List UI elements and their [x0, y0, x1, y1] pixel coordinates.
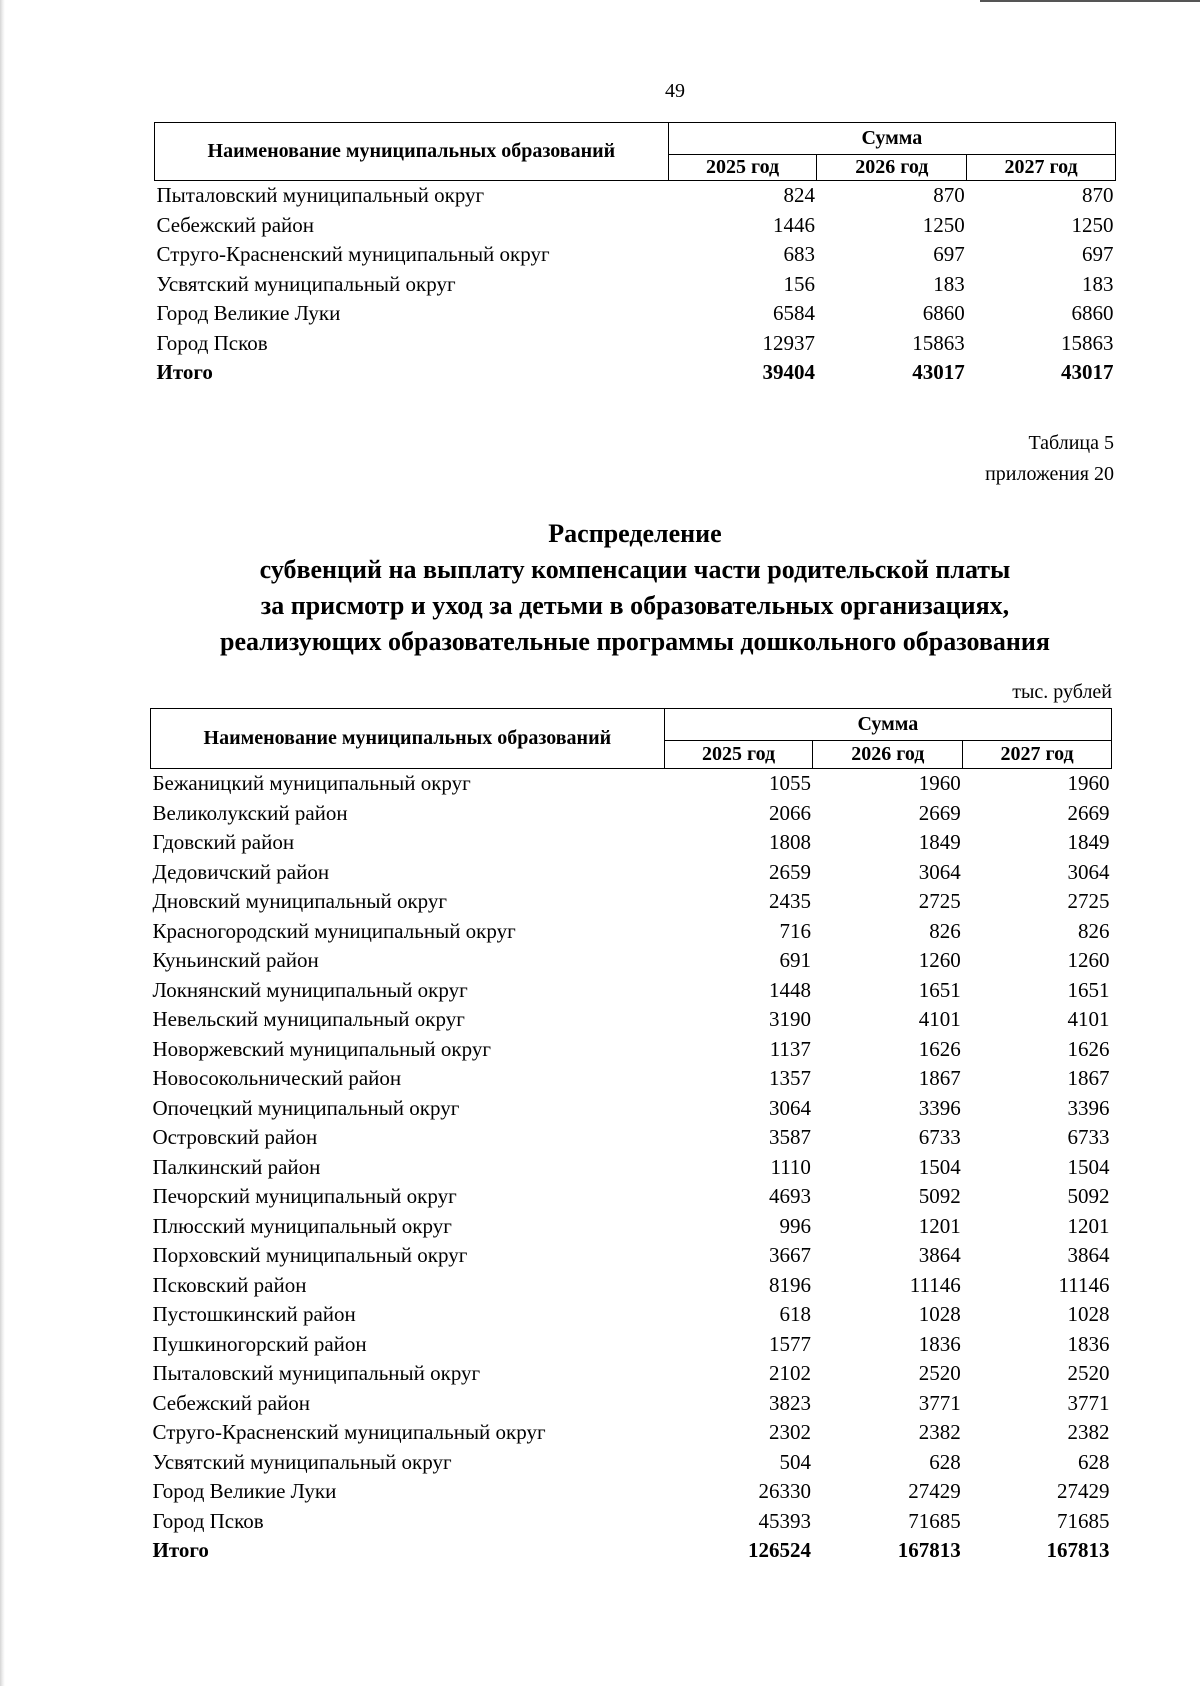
- value-2027: 1836: [1067, 1331, 1110, 1356]
- value-2026: 1849: [918, 830, 961, 855]
- table-row: [151, 1271, 1112, 1301]
- value-2026: 628: [929, 1449, 961, 1474]
- value-2026: 2669: [918, 800, 961, 825]
- value-2026: 71685: [908, 1508, 961, 1533]
- column-header-sum: Сумма: [668, 123, 1115, 155]
- municipality-name: Пушкиногорский район: [152, 1331, 367, 1356]
- total-row: [155, 358, 1116, 388]
- value-2026: 6733: [918, 1125, 961, 1150]
- value-2027: 5092: [1067, 1184, 1110, 1209]
- table-row: [151, 917, 1112, 947]
- column-header-2025: 2025 год: [664, 741, 813, 769]
- total-2025: 126524: [747, 1538, 811, 1563]
- total-2027: 167813: [1046, 1538, 1110, 1563]
- value-2025: 3667: [768, 1243, 811, 1268]
- value-2027: 1626: [1067, 1036, 1110, 1061]
- value-2026: 3396: [918, 1095, 961, 1120]
- value-2026: 1260: [918, 948, 961, 973]
- value-2025: 824: [783, 183, 815, 208]
- value-2025: 618: [779, 1302, 811, 1327]
- column-header-2026: 2026 год: [817, 155, 967, 181]
- total-row: [151, 1536, 1112, 1566]
- value-2026: 1201: [918, 1213, 961, 1238]
- value-2027: 2725: [1067, 889, 1110, 914]
- value-2025: 683: [783, 242, 815, 267]
- municipality-name: Островский район: [152, 1125, 318, 1150]
- value-2027: 3864: [1067, 1243, 1110, 1268]
- municipality-name: Печорский муниципальный округ: [152, 1184, 457, 1209]
- value-2027: 1260: [1067, 948, 1110, 973]
- table-row: [155, 211, 1116, 241]
- municipality-name: Пустошкинский район: [152, 1302, 356, 1327]
- municipality-name: Город Псков: [152, 1508, 264, 1533]
- value-2025: 3823: [768, 1390, 811, 1415]
- table-row: [151, 976, 1112, 1006]
- value-2027: 4101: [1067, 1007, 1110, 1032]
- value-2026: 1867: [918, 1066, 961, 1091]
- value-2025: 2435: [768, 889, 811, 914]
- title-line: за присмотр и уход за детьми в образовательных организациях,: [260, 591, 1010, 620]
- total-label: Итого: [156, 360, 213, 385]
- municipality-name: Усвятский муниципальный округ: [152, 1449, 452, 1474]
- column-header-sum: Сумма: [664, 709, 1111, 741]
- document-title: [160, 516, 1110, 660]
- table-row: [151, 1389, 1112, 1419]
- table-row: [151, 1418, 1112, 1448]
- column-header-name: Наименование муниципальных образований: [151, 709, 665, 769]
- table-row: [155, 270, 1116, 300]
- table-caption: Таблица 5: [1028, 432, 1114, 454]
- value-2026: 183: [933, 271, 965, 296]
- value-2026: 2520: [918, 1361, 961, 1386]
- total-2025: 39404: [762, 360, 815, 385]
- table-row: [151, 1477, 1112, 1507]
- value-2027: 2382: [1067, 1420, 1110, 1445]
- municipality-name: Струго-Красненский муниципальный округ: [152, 1420, 546, 1445]
- table-row: [151, 858, 1112, 888]
- municipality-name: Дновский муниципальный округ: [152, 889, 448, 914]
- value-2027: 1201: [1067, 1213, 1110, 1238]
- table-row: [151, 1330, 1112, 1360]
- value-2025: 4693: [768, 1184, 811, 1209]
- value-2025: 8196: [768, 1272, 811, 1297]
- table-row: [151, 769, 1112, 799]
- value-2025: 504: [779, 1449, 811, 1474]
- value-2025: 1137: [769, 1036, 811, 1061]
- value-2027: 6733: [1067, 1125, 1110, 1150]
- column-header-2025: 2025 год: [668, 155, 817, 181]
- municipality-name: Великолукский район: [152, 800, 348, 825]
- table-row: [151, 799, 1112, 829]
- table-row: [151, 1300, 1112, 1330]
- value-2026: 6860: [922, 301, 965, 326]
- value-2026: 4101: [918, 1007, 961, 1032]
- table-body: [155, 181, 1116, 388]
- value-2027: 870: [1082, 183, 1114, 208]
- value-2026: 1836: [918, 1331, 961, 1356]
- value-2027: 11146: [1058, 1272, 1110, 1297]
- table-row: [151, 1153, 1112, 1183]
- municipality-name: Порховский муниципальный округ: [152, 1243, 468, 1268]
- value-2025: 2302: [768, 1420, 811, 1445]
- total-2026: 167813: [897, 1538, 961, 1563]
- municipality-name: Струго-Красненский муниципальный округ: [156, 242, 550, 267]
- table-row: [151, 828, 1112, 858]
- municipality-name: Опочецкий муниципальный округ: [152, 1095, 460, 1120]
- value-2027: 27429: [1057, 1479, 1110, 1504]
- table-row: [151, 1035, 1112, 1065]
- value-2027: 71685: [1057, 1508, 1110, 1533]
- title-line: субвенций на выплату компенсации части родительской платы: [259, 555, 1011, 584]
- value-2025: 1055: [768, 771, 811, 796]
- units-label: тыс. рублей: [1012, 681, 1112, 703]
- total-label: Итого: [152, 1538, 209, 1563]
- municipality-name: Город Великие Луки: [156, 301, 341, 326]
- value-2027: 3396: [1067, 1095, 1110, 1120]
- value-2026: 826: [929, 918, 961, 943]
- value-2026: 2725: [918, 889, 961, 914]
- column-header-2026: 2026 год: [813, 741, 963, 769]
- table-row: [155, 329, 1116, 359]
- value-2026: 27429: [908, 1479, 961, 1504]
- municipality-name: Локнянский муниципальный округ: [152, 977, 468, 1002]
- table-row: [155, 299, 1116, 329]
- table-row: [151, 1094, 1112, 1124]
- title-line: реализующих образовательные программы дошкольного образования: [220, 627, 1050, 656]
- value-2026: 1960: [918, 771, 961, 796]
- municipality-name: Псковский район: [152, 1272, 307, 1297]
- value-2027: 1867: [1067, 1066, 1110, 1091]
- value-2027: 6860: [1071, 301, 1114, 326]
- value-2026: 870: [933, 183, 965, 208]
- table-row: [151, 1507, 1112, 1537]
- value-2027: 1651: [1067, 977, 1110, 1002]
- value-2025: 6584: [772, 301, 815, 326]
- value-2025: 1808: [768, 830, 811, 855]
- value-2025: 1577: [768, 1331, 811, 1356]
- table-row: [151, 1123, 1112, 1153]
- column-header-2027: 2027 год: [963, 741, 1112, 769]
- municipality-name: Невельский муниципальный округ: [152, 1007, 465, 1032]
- municipality-name: Себежский район: [152, 1390, 310, 1415]
- municipality-name: Себежский район: [156, 212, 314, 237]
- value-2026: 697: [933, 242, 965, 267]
- value-2027: 3064: [1067, 859, 1110, 884]
- municipality-name: Усвятский муниципальный округ: [156, 271, 456, 296]
- municipality-name: Дедовичский район: [152, 859, 330, 884]
- table-distribution: [150, 708, 1112, 1566]
- municipality-name: Пыталовский муниципальный округ: [156, 183, 485, 208]
- value-2025: 2659: [768, 859, 811, 884]
- value-2026: 1504: [918, 1154, 961, 1179]
- value-2026: 3064: [918, 859, 961, 884]
- value-2025: 1446: [772, 212, 815, 237]
- value-2025: 12937: [762, 330, 815, 355]
- value-2027: 1504: [1067, 1154, 1110, 1179]
- appendix-caption: приложения 20: [985, 463, 1114, 485]
- value-2026: 3771: [918, 1390, 961, 1415]
- value-2027: 15863: [1061, 330, 1114, 355]
- value-2025: 3190: [768, 1007, 811, 1032]
- municipality-name: Пыталовский муниципальный округ: [152, 1361, 481, 1386]
- value-2025: 3064: [768, 1095, 811, 1120]
- municipality-name: Плюсский муниципальный округ: [152, 1213, 452, 1238]
- municipality-name: Город Великие Луки: [152, 1479, 337, 1504]
- value-2026: 1028: [918, 1302, 961, 1327]
- municipality-name: Новосокольнический район: [152, 1066, 402, 1091]
- value-2025: 691: [779, 948, 811, 973]
- municipality-name: Красногородский муниципальный округ: [152, 918, 516, 943]
- value-2025: 26330: [758, 1479, 811, 1504]
- title-line: Распределение: [548, 519, 722, 548]
- value-2026: 1651: [918, 977, 961, 1002]
- scan-edge-line: [980, 0, 1200, 2]
- value-2026: 15863: [912, 330, 965, 355]
- value-2025: 1110: [770, 1154, 811, 1179]
- value-2027: 1250: [1071, 212, 1114, 237]
- value-2026: 5092: [918, 1184, 961, 1209]
- value-2025: 1357: [768, 1066, 811, 1091]
- value-2027: 2520: [1067, 1361, 1110, 1386]
- value-2027: 183: [1082, 271, 1114, 296]
- table-row: [151, 1212, 1112, 1242]
- column-header-2027: 2027 год: [967, 155, 1116, 181]
- total-2026: 43017: [912, 360, 965, 385]
- table-row: [151, 1005, 1112, 1035]
- column-header-name: Наименование муниципальных образований: [155, 123, 669, 181]
- table-row: [155, 181, 1116, 211]
- value-2025: 45393: [758, 1508, 811, 1533]
- municipality-name: Куньинский район: [152, 948, 319, 973]
- value-2025: 996: [779, 1213, 811, 1238]
- table-row: [155, 240, 1116, 270]
- table-row: [151, 887, 1112, 917]
- value-2025: 1448: [768, 977, 811, 1002]
- table-row: [151, 1448, 1112, 1478]
- value-2026: 1626: [918, 1036, 961, 1061]
- municipality-name: Гдовский район: [152, 830, 295, 855]
- municipality-name: Город Псков: [156, 330, 268, 355]
- municipality-name: Новоржевский муниципальный округ: [152, 1036, 491, 1061]
- table-row: [151, 1241, 1112, 1271]
- value-2027: 697: [1082, 242, 1114, 267]
- value-2025: 3587: [768, 1125, 811, 1150]
- municipality-name: Палкинский район: [152, 1154, 321, 1179]
- total-2027: 43017: [1061, 360, 1114, 385]
- table-body: [151, 769, 1112, 1566]
- value-2027: 1028: [1067, 1302, 1110, 1327]
- value-2026: 2382: [918, 1420, 961, 1445]
- value-2026: 3864: [918, 1243, 961, 1268]
- table-continuation: [154, 122, 1116, 388]
- page-number: 49: [665, 80, 685, 102]
- value-2025: 2066: [768, 800, 811, 825]
- value-2025: 156: [783, 271, 815, 296]
- value-2027: 628: [1078, 1449, 1110, 1474]
- value-2027: 826: [1078, 918, 1110, 943]
- scan-edge-shadow: [0, 0, 5, 1686]
- table-row: [151, 1182, 1112, 1212]
- table-row: [151, 946, 1112, 976]
- value-2027: 1960: [1067, 771, 1110, 796]
- value-2025: 716: [779, 918, 811, 943]
- value-2027: 3771: [1067, 1390, 1110, 1415]
- value-2027: 1849: [1067, 830, 1110, 855]
- value-2027: 2669: [1067, 800, 1110, 825]
- municipality-name: Бежаницкий муниципальный округ: [152, 771, 471, 796]
- table-row: [151, 1359, 1112, 1389]
- value-2026: 1250: [922, 212, 965, 237]
- value-2026: 11146: [909, 1272, 961, 1297]
- table-row: [151, 1064, 1112, 1094]
- value-2025: 2102: [768, 1361, 811, 1386]
